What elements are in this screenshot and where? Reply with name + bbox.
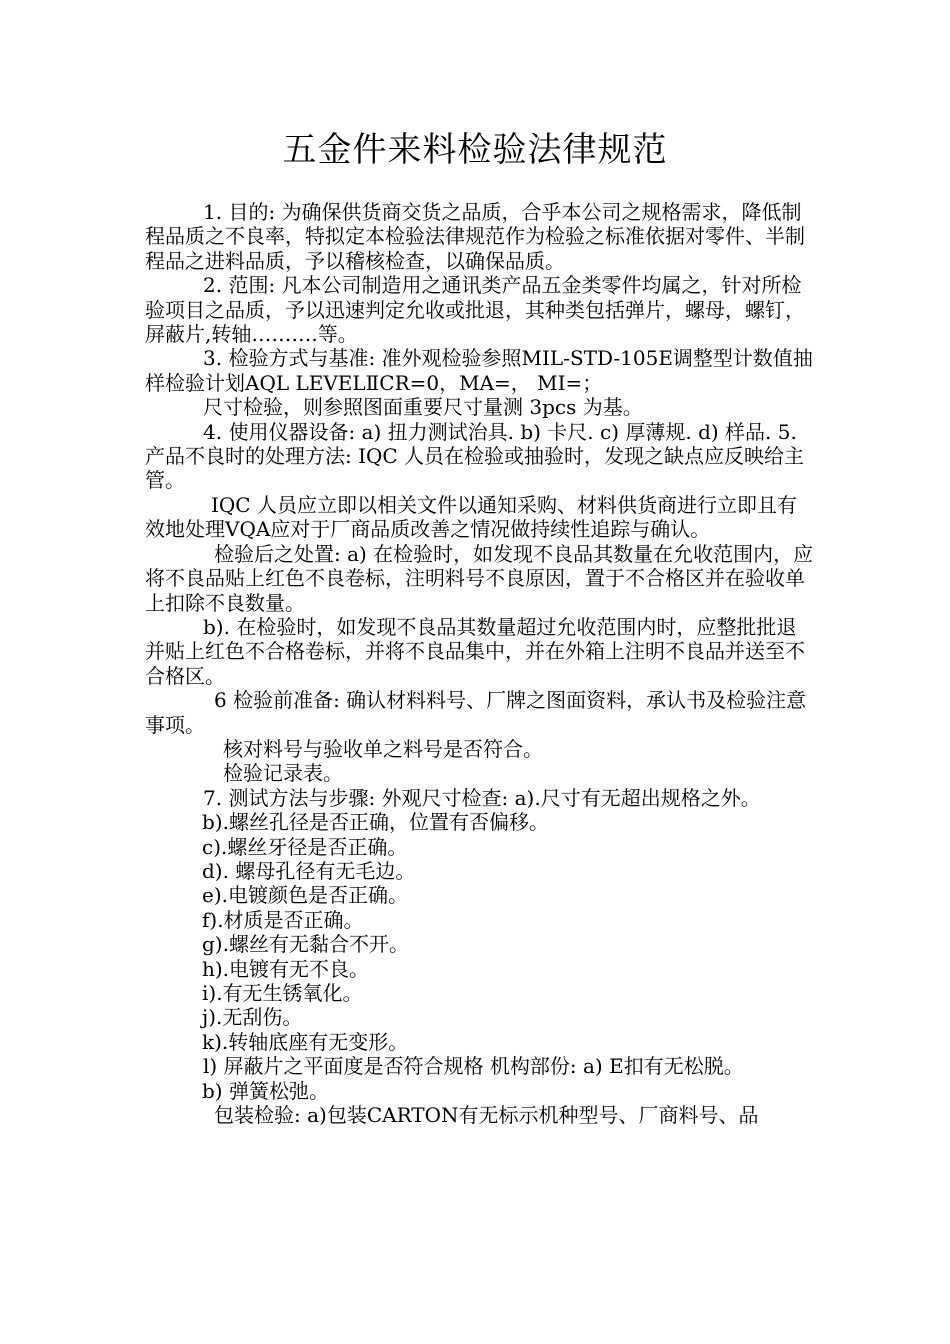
- paragraph-scope: 2. 范围: 凡本公司制造用之通讯类产品五金类零件均属之，针对所检验项目之品质，予以迅速判定允收或批退，其种类包括弹片，螺母，螺钉，屏蔽片,转轴……….等。: [145, 273, 805, 347]
- paragraph-test-steps: 7. 测试方法与步骤: 外观尺寸检查: a).尺寸有无超出规格之外。: [203, 785, 761, 810]
- list-item: k).转轴底座有无变形。: [202, 1029, 409, 1054]
- list-item: f).材质是否正确。: [202, 907, 364, 932]
- document-body: [145, 200, 815, 1127]
- paragraph-iqc-action: IQC 人员应立即以相关文件以通知采购、材料供货商进行立即且有效地处理VQA应对于厂商品质改善之情况做持续性追踪与确认。: [145, 492, 797, 542]
- paragraph-dimension-check: 尺寸检验，则参照图面重要尺寸量测 3pcs 为基。: [203, 395, 643, 420]
- paragraph-packaging: 包装检验: a)包装CARTON有无标示机种型号、厂商料号、品: [214, 1103, 759, 1128]
- list-item: c).螺丝牙径是否正确。: [202, 834, 408, 859]
- paragraph-mechanism: l) 屏蔽片之平面度是否符合规格 机构部份: a) E扣有无松脱。: [203, 1054, 744, 1079]
- paragraph-disposal-b: b). 在检验时，如发现不良品其数量超过允收范围内时，应整批批退并贴上红色不合格卷标，并将不良品集中，并在外箱上注明不良品并送至不合格区。: [145, 614, 805, 688]
- paragraph-preparation: 6 检验前准备: 确认材料料号、厂牌之图面资料，承认书及检验注意事项。: [145, 688, 807, 737]
- paragraph-prep-check-part: 核对料号与验收单之料号是否符合。: [223, 736, 543, 761]
- page-title: 五金件来料检验法律规范: [282, 130, 668, 170]
- list-item: g).螺丝有无黏合不开。: [202, 932, 409, 957]
- paragraph-instruments: 4. 使用仪器设备: a) 扭力测试治具. b) 卡尺. c) 厚薄规. d) 样品. 5. 产品不良时的处理方法: IQC 人员在检验或抽验时，发现之缺点应反映给主管。: [145, 419, 805, 493]
- paragraph-inspection-method: 3. 检验方式与基准: 准外观检验参照MIL-STD-105E调整型计数值抽样检验计划AQL LEVELⅡCR=0，MA=， MI=；: [145, 346, 813, 395]
- list-item: b).螺丝孔径是否正确，位置有否偏移。: [202, 810, 549, 835]
- paragraph-purpose: 1. 目的: 为确保供货商交货之品质，合乎本公司之规格需求，降低制程品质之不良率，特拟定本检验法律规范作为检验之标准依据对零件、半制程品之进料品质，予以稽核检查，以确保品质。: [145, 200, 805, 273]
- paragraph-prep-record: 检验记录表。: [223, 761, 343, 786]
- paragraph-disposal-a: 检验后之处置: a) 在检验时，如发现不良品其数量在允收范围内，应将不良品贴上红色不良卷标，注明料号不良原因，置于不合格区并在验收单上扣除不良数量。: [145, 541, 814, 615]
- list-item: b) 弹簧松弛。: [202, 1078, 329, 1103]
- list-item: e).电镀颜色是否正确。: [202, 883, 408, 908]
- list-item: i).有无生锈氧化。: [202, 981, 363, 1005]
- list-item: h).电镀有无不良。: [202, 956, 370, 981]
- list-item: d). 螺母孔径有无毛边。: [202, 858, 416, 883]
- list-item: j).无刮伤。: [202, 1005, 303, 1030]
